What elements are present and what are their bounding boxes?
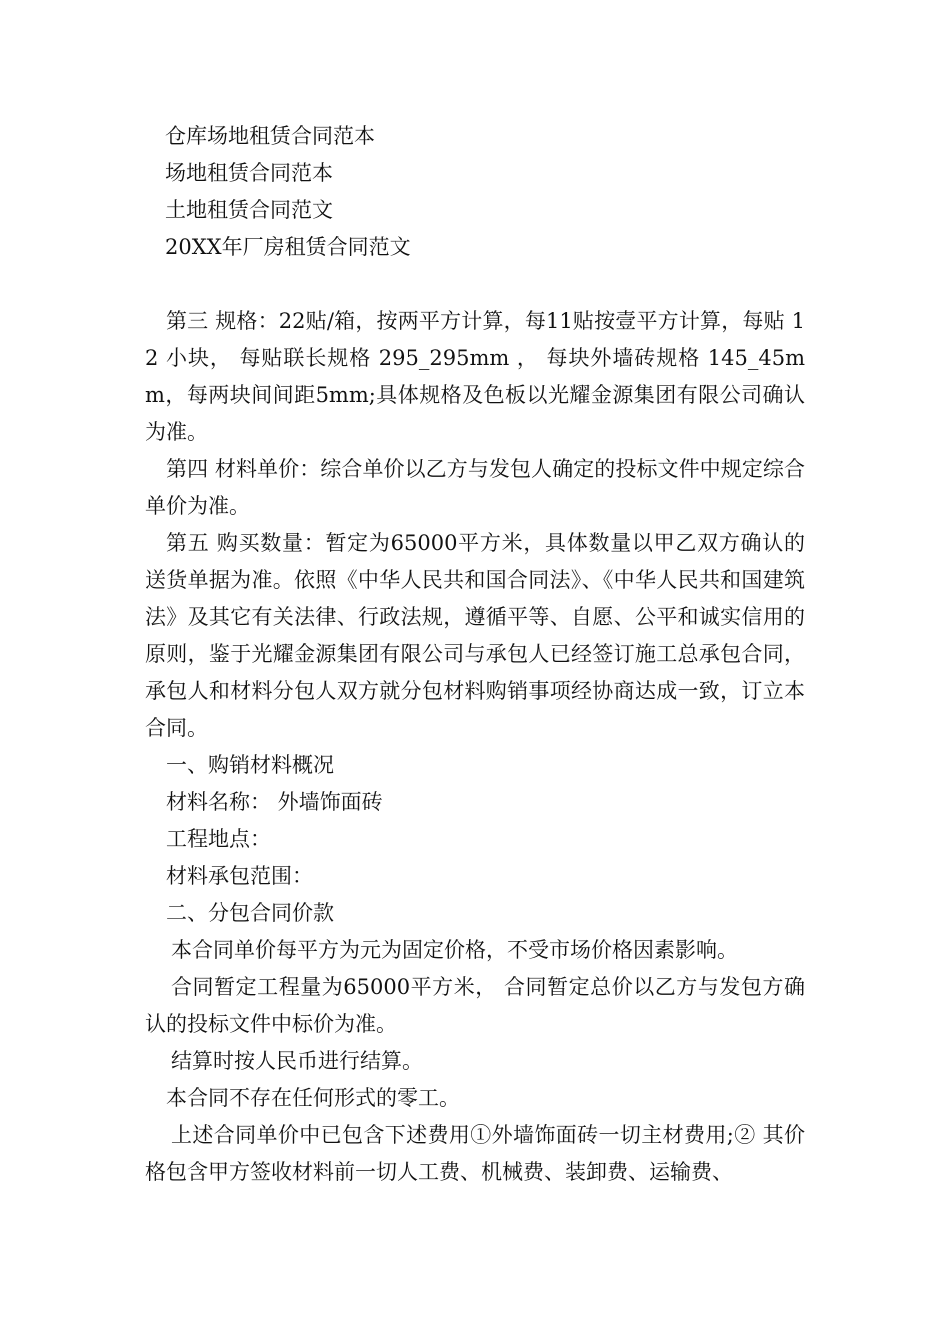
- related-link-1[interactable]: 仓库场地租赁合同范本: [165, 124, 375, 148]
- material-scope: 材料承包范围：: [166, 864, 313, 888]
- included-costs-clause: 上述合同单价中已包含下述费用①外墙饰面砖一切主材费用;② 其价格包含甲方签收材料前一切人工费、机械费、装卸费、运输费、: [145, 1123, 805, 1184]
- settlement-currency-clause: 结算时按人民币进行结算。: [171, 1049, 423, 1073]
- contract-body: [145, 303, 805, 1191]
- related-link-3[interactable]: 土地租赁合同范文: [165, 198, 333, 222]
- related-link-4[interactable]: 20XX年厂房租赁合同范文: [165, 235, 411, 259]
- article-4-unit-price: 第四 材料单价：综合单价以乙方与发包人确定的投标文件中规定综合单价为准。: [145, 457, 805, 518]
- article-3-specification: 第三 规格：22贴/箱，按两平方计算，每11贴按壹平方计算，每贴 12 小块， 每贴联长规格 295_295mm ， 每块外墙砖规格 145_45mm，每两块间间距5mm;具体规格及色板以光耀金源集团有限公司确认为准。: [145, 309, 805, 444]
- project-location: 工程地点：: [166, 827, 271, 851]
- material-name: 材料名称： 外墙饰面砖: [166, 790, 383, 814]
- estimated-quantity-clause: 合同暂定工程量为65000平方米， 合同暂定总价以乙方与发包方确认的投标文件中标价为准。: [145, 975, 805, 1036]
- related-link-2[interactable]: 场地租赁合同范本: [165, 161, 333, 185]
- section-1-heading: 一、购销材料概况: [166, 753, 334, 777]
- section-2-heading: 二、分包合同价款: [166, 901, 334, 925]
- related-links: [165, 118, 815, 266]
- no-casual-labor-clause: 本合同不存在任何形式的零工。: [166, 1086, 460, 1110]
- article-5-quantity: 第五 购买数量：暂定为65000平方米，具体数量以甲乙双方确认的送货单据为准。依照《中华人民共和国合同法》、《中华人民共和国建筑法》及其它有关法律、行政法规，遵循平等、自愿、公平和诚实信用的原则，鉴于光耀金源集团有限公司与承包人已经签订施工总承包合同，承包人和材料分包人双方就分包材料购销事项经协商达成一致，订立本合同。: [145, 531, 805, 740]
- fixed-price-clause: 本合同单价每平方为元为固定价格，不受市场价格因素影响。: [171, 938, 738, 962]
